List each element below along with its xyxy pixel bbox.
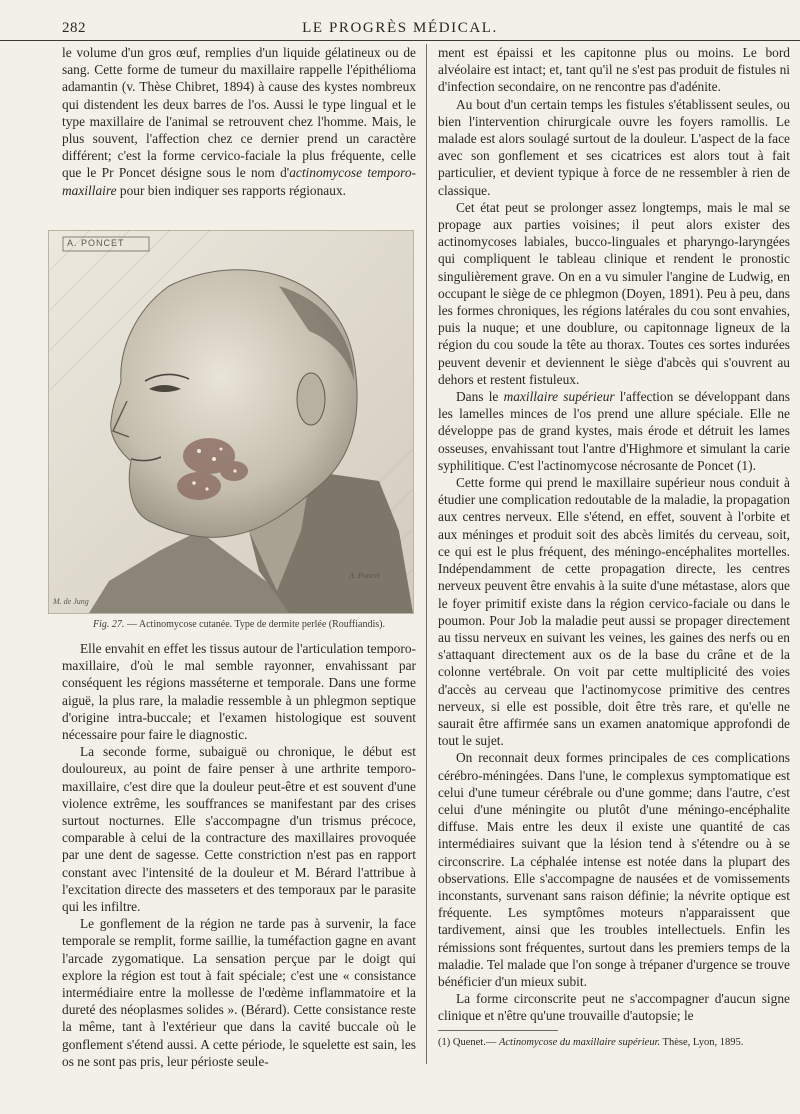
- paragraph: Dans le maxillaire supérieur l'affection se développant dans les lamelles minces de l'os prend une allure spéciale. Elle ne développe pas de grand kystes, mais érode et détruit les lames osseuses, envahissant tout l'antre d'Highmore et simulant la carie syphilitique. C'est l'actinomycose nécrosante de Poncet (1).: [438, 389, 790, 473]
- paragraph: ment est épaissi et les capitonne plus ou moins. Le bord alvéolaire est intact; et, tant qu'il ne s'est pas produit de fistules ni d'infection secondaire, on ne rencontre pas d'adénite.: [438, 45, 790, 95]
- paragraph: Cet état peut se prolonger assez longtemps, mais le mal se propage aux parties voisines; il peut alors exister des actinomycoses labiales, bucco-linguales et pharyngo-laryngées qui compliquent le tableau clinique et rendent le pronostic singulièrement grave. On en a vu simuler l'angine de Ludwig, en occupant le siège de ce phlegmon (Doyen, 1891). Peu à peu, dans les formes chroniques, les régions latérales du cou sont envahies, puis la nuque; et une doublure, ou capitonnage ligneux de la région du cou soude la tête au thorax. Toutes ces sortes indurées peuvent devenir et deviennent le siège d'abcès qui s'ouvrent au dehors et restent fistuleux.: [438, 199, 790, 387]
- running-head: LE PROGRÈS MÉDICAL.: [302, 20, 498, 36]
- paragraph: Le gonflement de la région ne tarde pas à survenir, la face temporale se remplit, forme saillie, la tuméfaction gagne en avant l'arcade zygomatique. La sensation perçue par le doigt qui explore la région est tout à fait spéciale; c'est une « consistance intermédiaire entre la mollesse de l'œdème inflammatoire et la dureté des néoplasmes solides ». (Bérard). Cette consistance reste la même, tant à l'extérieur que dans la cavité buccale où le gonflement s'étend aussi. A cette période, le squelette est sain, les os ne sont pas pris, leur périoste seule-: [62, 916, 416, 1069]
- artist-signature-right: A. Poncet: [349, 571, 381, 580]
- footnote-title: Actinomycose du maxillaire supérieur.: [498, 1037, 661, 1048]
- paragraph: le volume d'un gros œuf, remplies d'un liquide gélatineux ou de sang. Cette forme de tumeur du maxillaire rappelle l'épithélioma adamantin (v. Thèse Chibret, 1894) à cause des kystes nombreux qui distendent les deux barres de l'os. Aussi le type lingual et le type maxillaire de l'animal se retrouvent chez l'homme. Mais, le plus souvent, l'affection chez ce dernier prend un caractère différent; c'est la forme cervico-faciale la plus fréquente, celle que le Pr Poncet désigne sous le nom d'actinomycose temporo-maxillaire pour bien indiquer ses rapports régionaux.: [62, 45, 416, 198]
- plate-label: A. PONCET: [67, 238, 125, 248]
- footnote-rule: [438, 1030, 558, 1031]
- right-column: [438, 44, 790, 1025]
- paragraph: On reconnait deux formes principales de ces complications cérébro-méningées. Dans l'une, le complexus symptomatique est celui d'une tumeur cérébrale ou d'une gomme; dans l'autre, c'est celui d'une méningite ou plutôt d'une méningo-encéphalite diffuse. Mais entre les deux il existe une quantité de cas intermédiaires suivant que la lésion tend à s'étendre ou à se circonscrire. La céphalée intense est notée dans la plupart des observations. Elle s'accompagne de nausées et de vomissements inconstants, survenant sans raison définie; la névrite optique est fréquente. Les symptômes moteurs n'apparaissent que tardivement, ainsi que les troubles intellectuels. Enfin les rémissions sont fréquentes, surtout dans les premiers temps de la maladie. Tel malade que l'on songe à trépaner d'urgence se trouve bénéficier d'un mieux subit.: [438, 750, 790, 989]
- figure-caption-text: — Actinomycose cutanée. Type de dermite perlée (Rouffiandis).: [124, 619, 385, 630]
- footnote: (1) Quenet.— Actinomycose du maxillaire supérieur. Thèse, Lyon, 1895.: [438, 1037, 744, 1048]
- page-number: 282: [62, 20, 86, 36]
- page-header: [0, 14, 800, 41]
- portrait-drawing: [49, 231, 413, 613]
- figure-caption: [62, 618, 416, 632]
- left-column-bottom: [62, 640, 416, 1070]
- italic-term: maxillaire supérieur: [503, 389, 615, 405]
- figure-illustration: [48, 230, 414, 614]
- column-rule: [426, 44, 427, 1064]
- left-column-top: [62, 44, 416, 199]
- artist-signature-left: M. de Jung: [53, 597, 89, 606]
- paragraph: Elle envahit en effet les tissus autour de l'articulation temporo-maxillaire, d'où le mal semble rayonner, envahissant par conséquent les régions masséterne et temporale. Dans une forme aiguë, la plus rare, la maladie ressemble à un phlegmon septique d'origine intra-buccale; et l'examen histologique est souvent nécessaire pour faire le diagnostic.: [62, 641, 416, 743]
- paragraph: Cette forme qui prend le maxillaire supérieur nous conduit à étudier une complication redoutable de la maladie, la propagation aux centres nerveux. Elle s'étend, en effet, souvent à l'orbite et aux méninges et produit soit des abcès limités du cerveau, soit, ce qui est le plus fréquent, des méningo-encéphalites mortelles. Indépendamment de cette propagation directe, les centres nerveux peuvent être envahis à la suite d'une métastase, alors que le foyer primitif existe dans la région cervico-faciale ou dans le poumon. Pour Job la maladie peut aussi se propager directement au tissu nerveux en suivant les veines, les gaines des nerfs ou en s'attaquant directement aux os de la base du crâne et de la colonne vertébrale. On voit par cette multiplicité des voies d'accès au cerveau que l'actinomycose primitive des centres nerveux, si elle est possible, doit être très rare, et qu'elle ne saurait être affirmée sans un examen anatomique approfondi de tout le sujet.: [438, 475, 790, 749]
- paragraph: Au bout d'un certain temps les fistules s'établissent seules, ou bien l'intervention chirurgicale ouvre les foyers ramollis. Le malade est alors soulagé surtout de la douleur. L'aspect de la face avec son gonflement et ses cicatrices est alors tout à fait particulier, et devient typique à force de ne ressembler à rien de classique.: [438, 96, 790, 198]
- paragraph: La forme circonscrite peut ne s'accompagner d'aucun signe clinique et n'être qu'une trouvaille d'autopsie; le: [438, 991, 790, 1024]
- italic-term: actinomycose temporo-maxillaire: [62, 165, 416, 198]
- paragraph: La seconde forme, subaiguë ou chronique, le début est douloureux, au point de faire penser à une arthrite temporo-maxillaire, c'est dire que la douleur peut-être et est souvent d'une violence extrême, les souffrances se manifestant par des crises surtout nocturnes. Elle s'accompagne d'un trismus précoce, comparable à celui de la contracture des maxillaires provoquée par une dent de sagesse. Cette constriction n'est pas en rapport constant avec l'intensité de la douleur et M. Bérard l'attribue à l'excitation directe des masseters et des temporaux par le parasite qui les infiltre.: [62, 744, 416, 915]
- figure-number: Fig. 27.: [93, 619, 125, 630]
